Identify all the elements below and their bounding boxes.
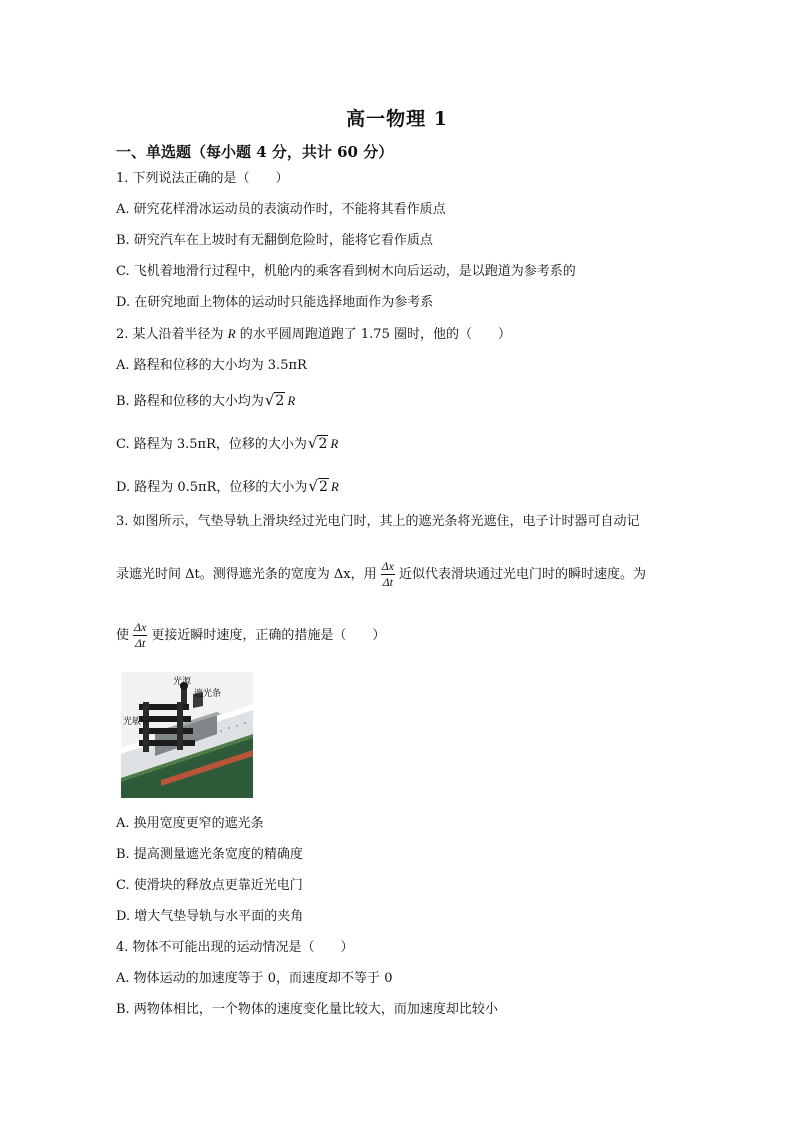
sqrt-symbol: √2: [264, 391, 285, 409]
label-blocking-strip: 遮光条: [194, 689, 222, 699]
q3-option-a: A. 换用宽度更窄的遮光条: [116, 816, 264, 831]
q1-option-a: A. 研究花样滑冰运动员的表演动作时，不能将其看作质点: [116, 202, 446, 217]
q4-option-a: A. 物体运动的加速度等于 0，而速度却不等于 0: [116, 971, 393, 986]
fraction-denominator: Δt: [382, 575, 393, 589]
q2-stem-a: 2. 某人沿着半径为: [116, 327, 228, 342]
fraction-numerator: Δx: [381, 559, 394, 573]
q4-stem: 4. 物体不可能出现的运动情况是（ ）: [116, 940, 354, 955]
q2-option-c: [116, 434, 338, 454]
q3-option-b: B. 提高测量遮光条宽度的精确度: [116, 847, 303, 862]
q2-stem-b: 的水平圆周跑道跑了 1.75 圈时，他的（ ）: [235, 327, 511, 342]
sqrt-symbol: √2: [308, 477, 328, 495]
section-heading: 一、单选题（每小题 4 分，共计 60 分）: [116, 143, 394, 161]
sqrt-arg: 2: [275, 393, 285, 409]
q2-option-c-text: C. 路程为 3.5πR，位移的大小为: [116, 437, 307, 452]
fraction-numerator: Δx: [134, 620, 147, 634]
radius-symbol: R: [287, 393, 296, 408]
radius-symbol: R: [330, 436, 339, 451]
q1-option-d: D. 在研究地面上物体的运动时只能选择地面作为参考系: [116, 295, 434, 310]
delta-fraction: [381, 559, 395, 590]
page-title: 高一物理 1: [346, 108, 448, 130]
q2-option-a: A. 路程和位移的大小均为 3.5πR: [116, 358, 307, 373]
sqrt-arg: 2: [318, 436, 328, 452]
q2-option-d: [116, 477, 339, 497]
q3-line-2a: 录遮光时间 Δt。测得遮光条的宽度为 Δx，用: [116, 567, 377, 582]
radius-symbol: R: [330, 479, 339, 494]
sqrt-symbol: √2: [307, 434, 328, 452]
q3-line-1: 3. 如图所示，气垫导轨上滑块经过光电门时，其上的遮光条将光遮住，电子计时器可自动记: [116, 514, 640, 529]
label-photo-sensor: 光敏管: [123, 717, 151, 727]
delta-fraction: [133, 620, 147, 651]
fraction-denominator: Δt: [135, 636, 146, 650]
q3-line-3a: 使: [116, 628, 130, 643]
q3-line-2b: 近似代表滑块通过光电门时的瞬时速度。为: [398, 567, 646, 582]
q1-option-c: C. 飞机着地滑行过程中，机舱内的乘客看到树木向后运动，是以跑道为参考系的: [116, 264, 576, 279]
q2-option-b: [116, 391, 295, 411]
q4-option-b: B. 两物体相比，一个物体的速度变化量比较大，而加速度却比较小: [116, 1002, 498, 1017]
q3-option-c: C. 使滑块的释放点更靠近光电门: [116, 878, 303, 893]
q3-option-d: D. 增大气垫导轨与水平面的夹角: [116, 909, 304, 924]
q1-stem: 1. 下列说法正确的是（ ）: [116, 171, 289, 186]
q2-option-b-text: B. 路程和位移的大小均为: [116, 394, 264, 409]
q2-stem: [116, 325, 511, 344]
q3-line-2: [116, 559, 646, 590]
q3-line-3b: 更接近瞬时速度，正确的措施是（ ）: [151, 628, 386, 643]
q2-option-d-text: D. 路程为 0.5πR，位移的大小为: [116, 480, 308, 495]
label-light-source: 光源: [173, 677, 192, 687]
air-track-photogate-figure: [121, 672, 253, 798]
q2-stem-r: R: [227, 326, 236, 341]
sqrt-arg: 2: [318, 479, 328, 495]
q1-option-b: B. 研究汽车在上坡时有无翻倒危险时，能将它看作质点: [116, 233, 433, 248]
q3-line-3: [116, 620, 385, 651]
